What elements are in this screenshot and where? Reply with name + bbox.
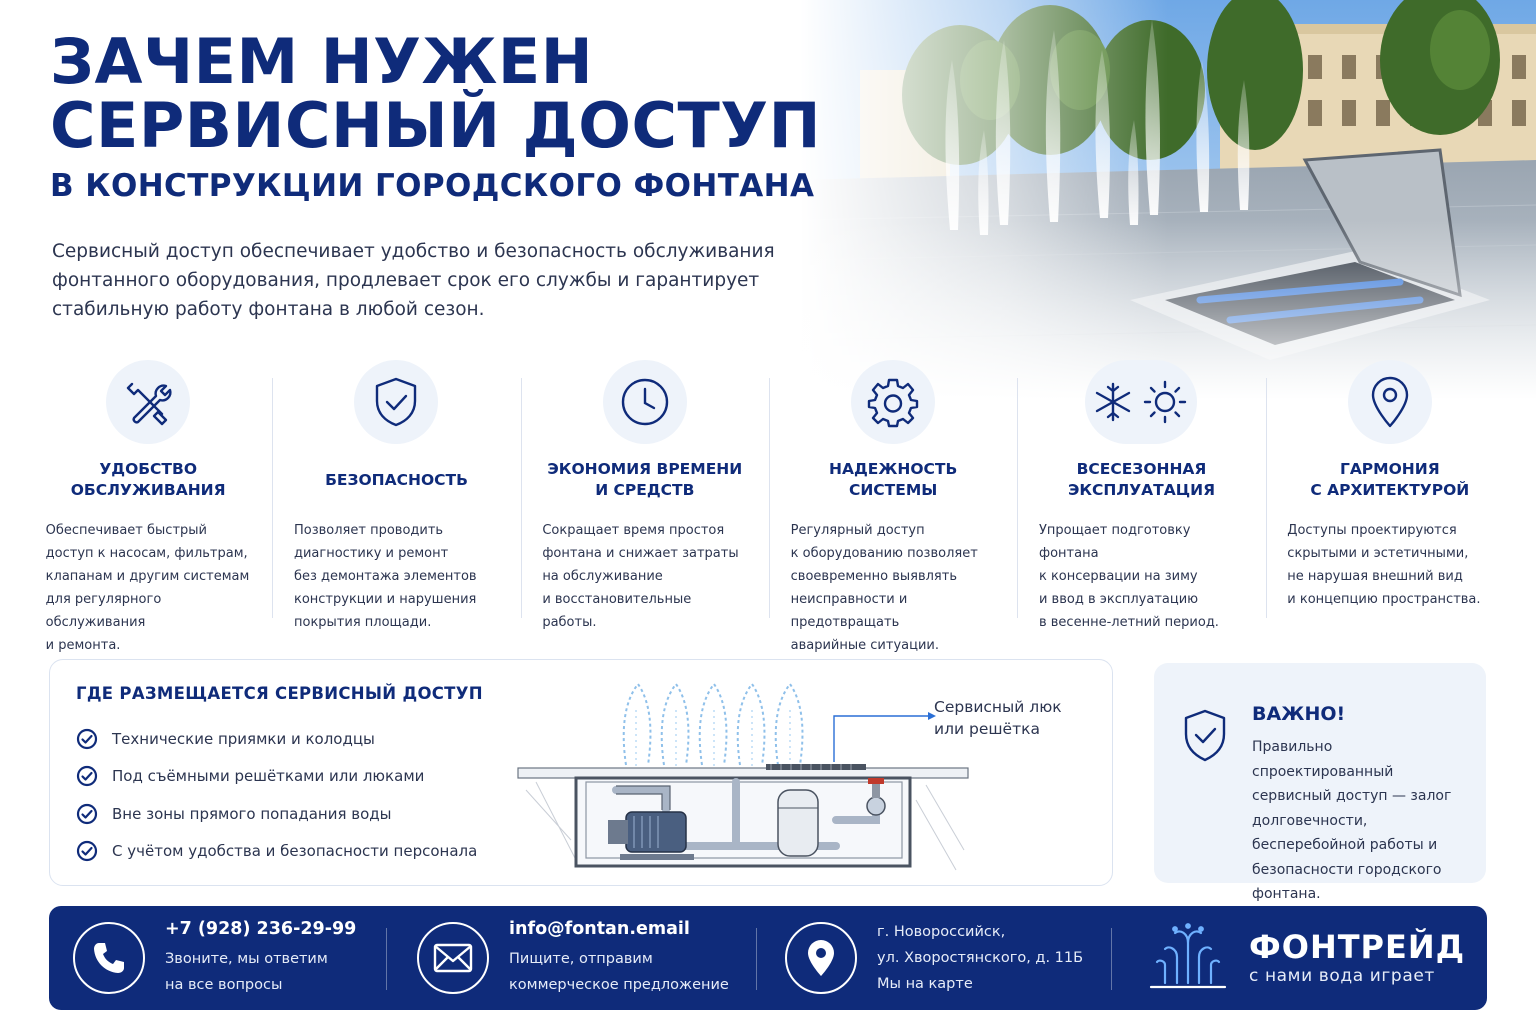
list-item bbox=[76, 758, 477, 796]
list-item bbox=[76, 795, 477, 833]
list-item-label: Вне зоны прямого попадания воды bbox=[112, 804, 392, 823]
contact-address[interactable] bbox=[785, 906, 1083, 1010]
feature-title: ГАРМОНИЯ С АРХИТЕКТУРОЙ bbox=[1310, 460, 1470, 499]
location-pin-icon bbox=[785, 922, 857, 994]
feature-text: Сокращает время простоя фонтана и снижает затраты на обслуживание и восстановительные работы. bbox=[542, 523, 739, 630]
feature-reliability bbox=[769, 360, 1017, 653]
fountain-logo-icon bbox=[1147, 923, 1229, 993]
phone-icon bbox=[73, 922, 145, 994]
shield-check-icon bbox=[354, 360, 438, 444]
feature-text: Обеспечивает быстрый доступ к насосам, фильтрам, клапанам и другим системам для регулярного обслуживания и ремонта. bbox=[45, 523, 250, 653]
feature-title: ВСЕСЕЗОННАЯ ЭКСПЛУАТАЦИЯ bbox=[1067, 460, 1216, 499]
feature-all-season bbox=[1017, 360, 1265, 630]
phone-number[interactable]: +7 (928) 236-29-99 bbox=[165, 918, 357, 939]
feature-text: Доступы проектируются скрытыми и эстетичными, не нарушая внешний вид и концепцию пространства. bbox=[1287, 523, 1481, 607]
footer-divider bbox=[756, 928, 757, 990]
location-pin-icon bbox=[1348, 360, 1432, 444]
feature-economy bbox=[521, 360, 769, 630]
footer-divider bbox=[1111, 928, 1112, 990]
list-item bbox=[76, 720, 477, 758]
list-item-label: С учётом удобства и безопасности персонала bbox=[112, 842, 478, 861]
feature-title: БЕЗОПАСНОСТЬ bbox=[325, 470, 468, 489]
location-panel bbox=[49, 659, 1113, 886]
important-card bbox=[1154, 663, 1486, 902]
title-line-2: СЕРВИСНЫЙ ДОСТУП bbox=[50, 89, 821, 162]
wrench-screwdriver-icon bbox=[106, 360, 190, 444]
list-item-label: Под съёмными решётками или люками bbox=[112, 767, 425, 786]
email-address[interactable]: info@fontan.email bbox=[509, 918, 690, 939]
footer bbox=[49, 906, 1487, 1010]
features-row bbox=[24, 360, 1514, 653]
hero-description: Сервисный доступ обеспечивает удобство и безопасность обслуживания фонтанного оборудования, продлевает срок его службы и гарантирует стабильную работу фонтана в любой сезон. bbox=[52, 241, 775, 320]
address-line-1: г. Новороссийск, bbox=[877, 924, 1006, 940]
feature-convenience bbox=[24, 360, 272, 653]
feature-title: ЭКОНОМИЯ ВРЕМЕНИ И СРЕДСТВ bbox=[547, 460, 743, 499]
title-subtitle: В КОНСТРУКЦИИ ГОРОДСКОГО ФОНТАНА bbox=[50, 168, 815, 204]
feature-text: Регулярный доступ к оборудованию позволяет своевременно выявлять неисправности и предотвращать аварийные ситуации. bbox=[790, 523, 978, 653]
shield-check-icon bbox=[1180, 707, 1230, 765]
hero-title bbox=[50, 25, 821, 206]
important-text: Правильно спроектированный сервисный доступ — залог долговечности, бесперебойной работы и безопасности городского фонтана. bbox=[1252, 739, 1452, 902]
snowflake-sun-icon bbox=[1085, 360, 1197, 444]
brand-tagline: с нами вода играет bbox=[1249, 966, 1435, 986]
location-title: ГДЕ РАЗМЕЩАЕТСЯ СЕРВИСНЫЙ ДОСТУП bbox=[76, 684, 483, 703]
location-list bbox=[76, 720, 477, 870]
gear-icon bbox=[851, 360, 935, 444]
mail-icon bbox=[417, 922, 489, 994]
feature-title: УДОБСТВО ОБСЛУЖИВАНИЯ bbox=[70, 460, 226, 499]
check-circle-icon bbox=[76, 840, 98, 862]
brand bbox=[1147, 920, 1465, 996]
feature-text: Упрощает подготовку фонтана к консервации на зиму и ввод в эксплуатацию в весенне-летний период. bbox=[1038, 523, 1219, 630]
feature-text: Позволяет проводить диагностику и ремонт без демонтажа элементов конструкции и нарушения покрытия площади. bbox=[293, 523, 477, 630]
email-line-2: коммерческое предложение bbox=[509, 976, 729, 993]
email-line-1: Пищите, отправим bbox=[509, 950, 653, 967]
feature-architecture bbox=[1266, 360, 1514, 630]
footer-divider bbox=[386, 928, 387, 990]
phone-line-1: Звоните, мы ответим bbox=[165, 950, 328, 967]
feature-title: НАДЕЖНОСТЬ СИСТЕМЫ bbox=[829, 460, 958, 499]
title-line-1: ЗАЧЕМ НУЖЕН bbox=[50, 25, 594, 98]
contact-phone[interactable] bbox=[73, 906, 356, 1010]
hero-photo bbox=[800, 0, 1536, 400]
feature-safety bbox=[272, 360, 520, 630]
check-circle-icon bbox=[76, 765, 98, 787]
address-line-2: ул. Хворостянского, д. 11Б bbox=[877, 950, 1084, 966]
contact-email[interactable] bbox=[417, 906, 729, 1010]
clock-icon bbox=[603, 360, 687, 444]
map-link[interactable]: Мы на карте bbox=[877, 976, 973, 992]
diagram-callout: Сервисный люк или решётка bbox=[934, 698, 1062, 738]
important-title: ВАЖНО! bbox=[1252, 703, 1346, 725]
brand-name: ФОНТРЕЙД bbox=[1249, 928, 1466, 966]
check-circle-icon bbox=[76, 803, 98, 825]
list-item-label: Технические приямки и колодцы bbox=[112, 729, 375, 748]
list-item bbox=[76, 833, 477, 871]
phone-line-2: на все вопросы bbox=[165, 976, 283, 993]
check-circle-icon bbox=[76, 728, 98, 750]
